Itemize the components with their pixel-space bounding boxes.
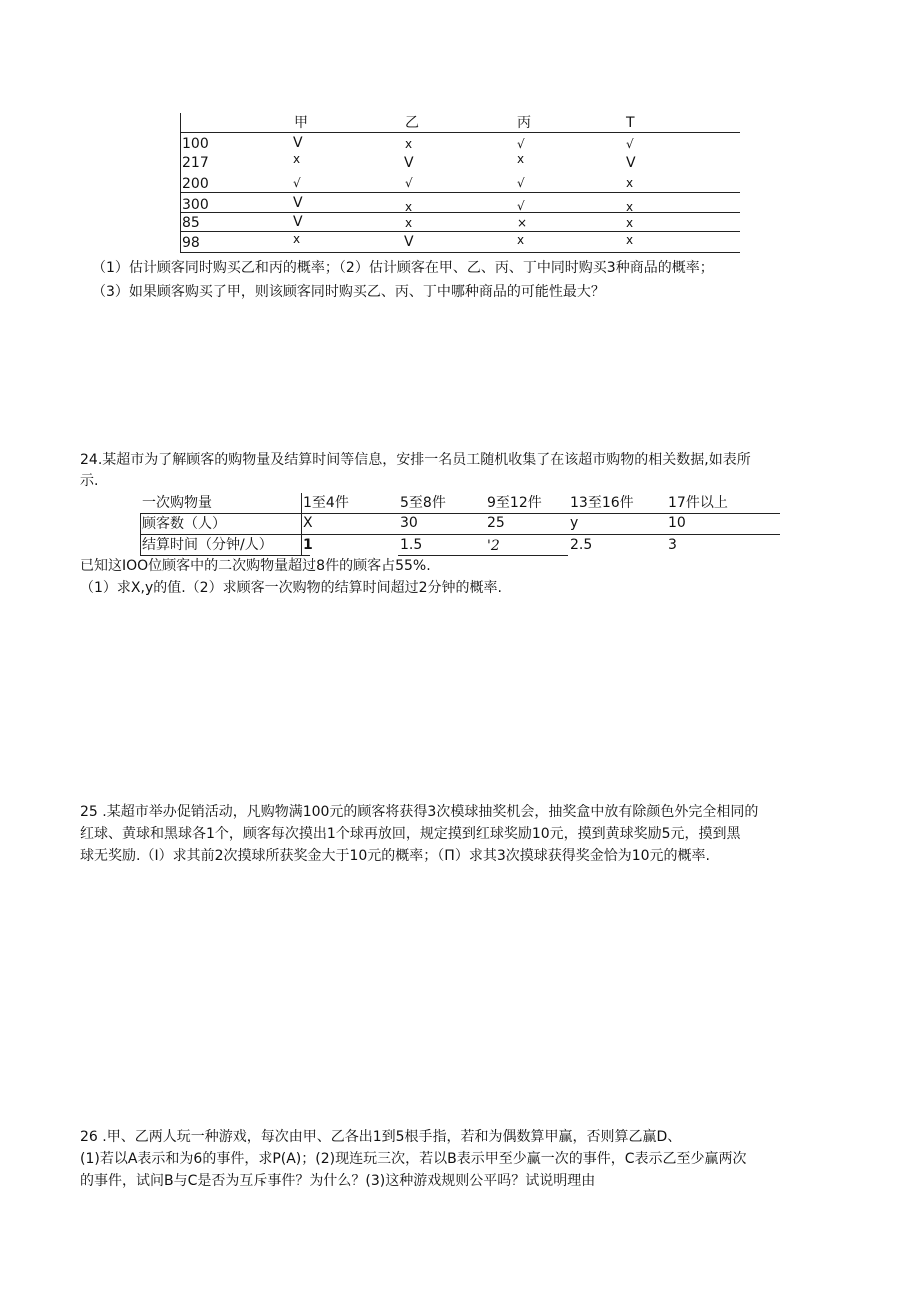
table1-mark: √ bbox=[405, 176, 413, 190]
table1-mark: x bbox=[626, 233, 634, 247]
table1-header-bing: 丙 bbox=[517, 115, 531, 131]
table1-header-yi: 乙 bbox=[405, 115, 419, 131]
q26-question-line: (1)若以A表示和为6的事件，求P(A)；(2)现连玩三次，若以B表示甲至少赢一次的事件，C表示乙至少赢两次 bbox=[80, 1151, 747, 1167]
table2-customer-count: X bbox=[303, 515, 313, 531]
table1-mark: x bbox=[626, 176, 634, 190]
table1-row-count: 200 bbox=[182, 176, 209, 192]
q23-question-line: （1）估计顾客同时购买乙和丙的概率；（2）估计顾客在甲、乙、丙、丁中同时购买3种商品的概率； bbox=[92, 260, 714, 276]
table2-column-header: 17件以上 bbox=[668, 495, 728, 511]
table1-row-count: 217 bbox=[182, 155, 209, 171]
table1-mark: x bbox=[293, 152, 301, 166]
table1-mark: V bbox=[293, 195, 303, 211]
table1-mark: x bbox=[405, 216, 413, 230]
table1-mark: x bbox=[293, 232, 301, 246]
table1-header-jia: 甲 bbox=[294, 115, 308, 131]
table1-mark: √ bbox=[293, 176, 301, 190]
table1-mark: √ bbox=[517, 137, 525, 151]
table1-mark: √ bbox=[626, 137, 634, 151]
table1-header-ding: T bbox=[626, 115, 635, 131]
table2-customer-count: 30 bbox=[400, 515, 418, 531]
table2-row-header: 一次购物量 bbox=[142, 495, 212, 511]
table1-row-count: 100 bbox=[182, 136, 209, 152]
table1-row-rule bbox=[180, 231, 740, 232]
table1-mark: √ bbox=[517, 199, 525, 213]
table1-mark: V bbox=[293, 214, 303, 230]
table2-row-header: 结算时间（分钟/人） bbox=[142, 537, 273, 553]
table1-mark: x bbox=[517, 233, 525, 247]
q23-question-line: （3）如果顾客购买了甲，则该顾客同时购买乙、丙、丁中哪种商品的可能性最大？ bbox=[92, 284, 605, 300]
table1-mark: √ bbox=[517, 176, 525, 190]
table2-column-header: 13至16件 bbox=[570, 495, 634, 511]
table2-checkout-time: '2 bbox=[487, 538, 500, 554]
table2-checkout-time: 1 bbox=[303, 537, 313, 553]
table1-row-rule bbox=[180, 192, 740, 193]
q26-question-line: 26 .甲、乙两人玩一种游戏，每次由甲、乙各出1到5根手指，若和为偶数算甲赢，否则算乙赢D、 bbox=[80, 1129, 682, 1145]
table1-mark: V bbox=[404, 155, 414, 171]
q24-questions: （1）求X,y的值.（2）求顾客一次购物的结算时间超过2分钟的概率. bbox=[80, 580, 502, 596]
table2-checkout-time: 2.5 bbox=[570, 537, 593, 553]
q26-question-line: 的事件，试问B与C是否为互斥事件？为什么？(3)这种游戏规则公平吗？试说明理由 bbox=[80, 1173, 596, 1189]
q24-intro-cont: 示. bbox=[80, 473, 99, 489]
table1-mark: V bbox=[404, 234, 414, 250]
q25-question-line: 红球、黄球和黑球各1个，顾客每次摸出1个球再放回，规定摸到红球奖励10元，摸到黄球奖励5元，摸到黑 bbox=[80, 826, 741, 842]
table1-mark: x bbox=[626, 216, 634, 230]
table2-checkout-time: 3 bbox=[668, 537, 677, 553]
table2-column-header: 5至8件 bbox=[400, 495, 446, 511]
q25-question-line: 球无奖励.（I）求其前2次摸球所获奖金大于10元的概率；（Π）求其3次摸球获得奖金恰为10元的概率. bbox=[80, 848, 710, 864]
table2-customer-count: y bbox=[570, 515, 579, 531]
table1-mark: V bbox=[293, 135, 303, 151]
table1-mark: x bbox=[517, 152, 525, 166]
table1-row-count: 300 bbox=[182, 197, 209, 213]
table1-mark: V bbox=[626, 155, 636, 171]
table1-left-border bbox=[180, 113, 181, 253]
table1-row-count: 98 bbox=[182, 235, 200, 251]
table1-row-rule bbox=[180, 212, 740, 213]
table1-row-count: 85 bbox=[182, 215, 200, 231]
q24-known-condition: 已知这IOO位顾客中的二次购物量超过8件的顾客占55%. bbox=[80, 558, 431, 574]
table1-mark: x bbox=[626, 200, 634, 214]
table2-customer-count: 25 bbox=[487, 515, 505, 531]
q24-intro: 24.某超市为了解顾客的购物量及结算时间等信息，安排一名员工随机收集了在该超市购物的相关数据,如表所 bbox=[80, 452, 751, 468]
table2-customer-count: 10 bbox=[668, 515, 686, 531]
table2-row-header: 顾客数（人） bbox=[142, 516, 226, 532]
table2-column-header: 9至12件 bbox=[487, 495, 542, 511]
table2-rule bbox=[140, 513, 780, 514]
table1-header-rule bbox=[180, 132, 740, 133]
table1-mark: x bbox=[405, 200, 413, 214]
table2-column-header: 1至4件 bbox=[303, 495, 349, 511]
q25-question-line: 25 .某超市举办促销活动，凡购物满100元的顾客将获得3次模球抽奖机会，抽奖盒中放有除颜色外完全相同的 bbox=[80, 804, 759, 820]
table2-border bbox=[140, 513, 141, 555]
table1-mark: × bbox=[517, 216, 528, 230]
table1-mark: x bbox=[405, 137, 413, 151]
table2-border bbox=[301, 493, 302, 555]
table2-checkout-time: 1.5 bbox=[400, 537, 423, 553]
table2-rule bbox=[140, 534, 780, 535]
table1-bottom-rule bbox=[180, 252, 740, 253]
